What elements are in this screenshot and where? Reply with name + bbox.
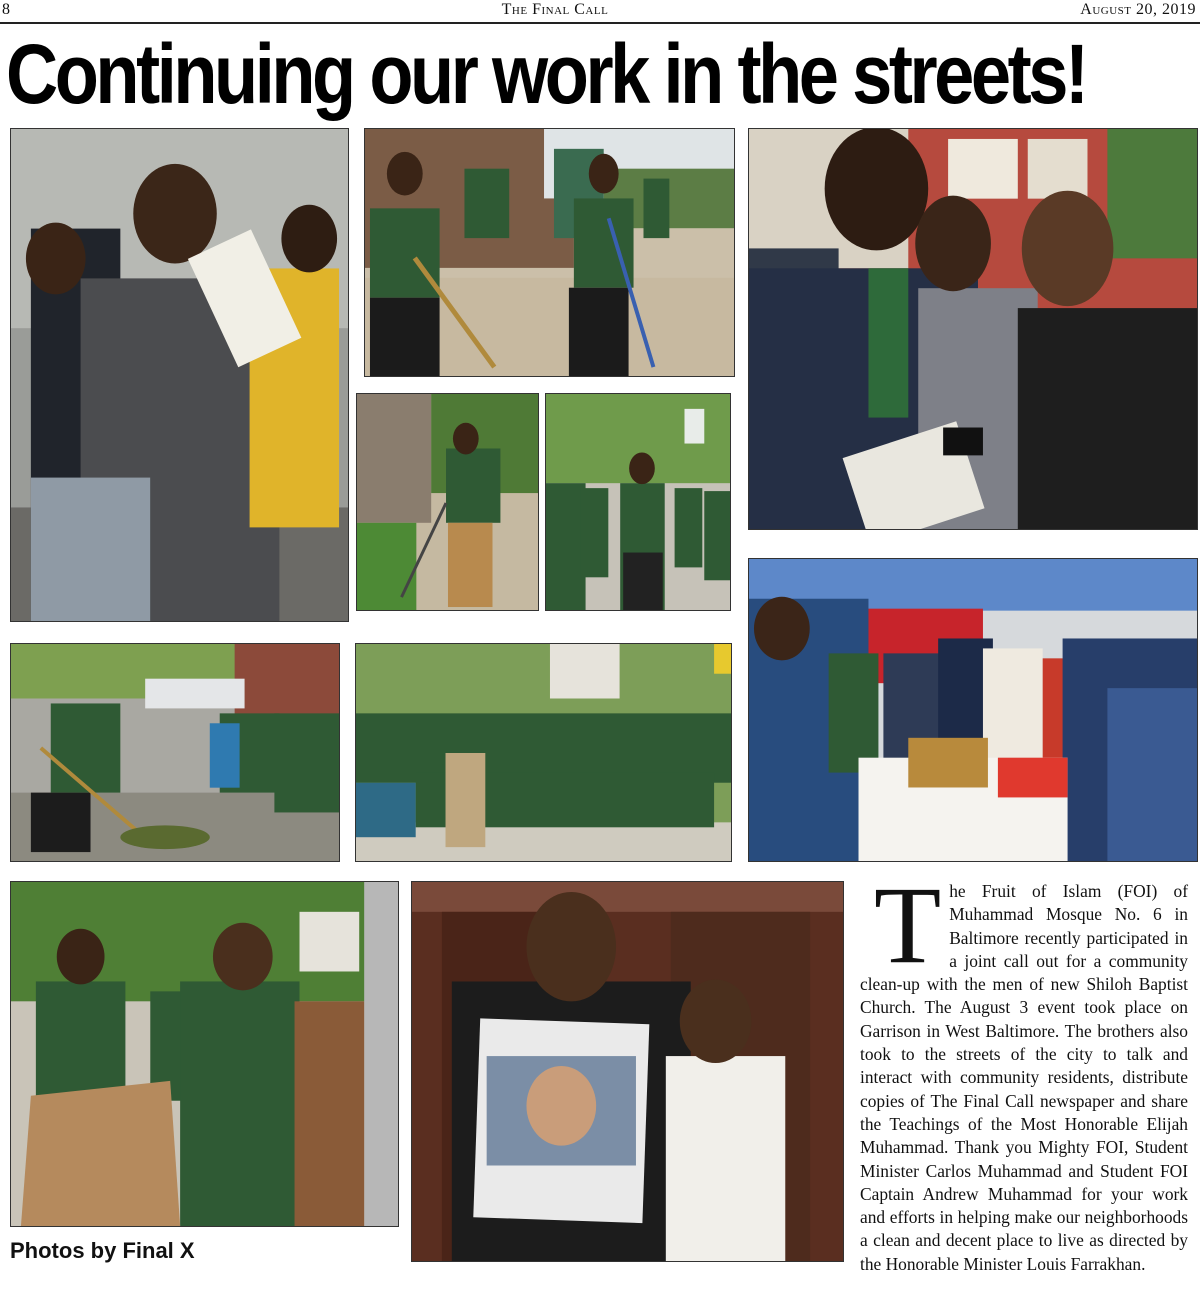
page-headline: Continuing our work in the streets! bbox=[6, 27, 1086, 121]
drop-cap: T bbox=[874, 864, 942, 986]
photo-raking bbox=[356, 393, 539, 611]
photo-paper-portrait bbox=[411, 881, 844, 1262]
story-text bbox=[860, 864, 1188, 1276]
issue-date: August 20, 2019 bbox=[1080, 1, 1196, 18]
photo-sweeping bbox=[364, 128, 735, 377]
story-body: he Fruit of Islam (FOI) of Muhammad Mosque No. 6 in Baltimore recently participated in a joint call out for a community clean-up with the men of new Shiloh Baptist Church. The August 3 event took place on Garrison in West Baltimore. The brothers also took to the streets of the city to talk and interact with community residents, distribute copies of The Final Call newspaper and share the Teachings of the Most Honorable Elijah Muhammad. Thank you Mighty FOI, Student Minister Carlos Muhammad and Student FOI Captain Andrew Muhammad for your work and efforts in helping make our neighborhoods a clean and decent place to live as directed by the Honorable Minister Louis Farrakhan. bbox=[860, 881, 1188, 1274]
photo-street-work bbox=[10, 643, 340, 862]
photo-walking bbox=[545, 393, 731, 611]
photo-group bbox=[355, 643, 732, 862]
publication-name: The Final Call bbox=[501, 1, 609, 18]
photo-hug bbox=[10, 128, 349, 622]
photo-credit: Photos by Final X bbox=[10, 1238, 195, 1263]
page-folio bbox=[0, 0, 1200, 24]
photo-mgt-table bbox=[748, 558, 1198, 862]
photo-bagging bbox=[10, 881, 399, 1227]
page-number: 8 bbox=[2, 1, 10, 18]
photo-reading bbox=[748, 128, 1198, 530]
